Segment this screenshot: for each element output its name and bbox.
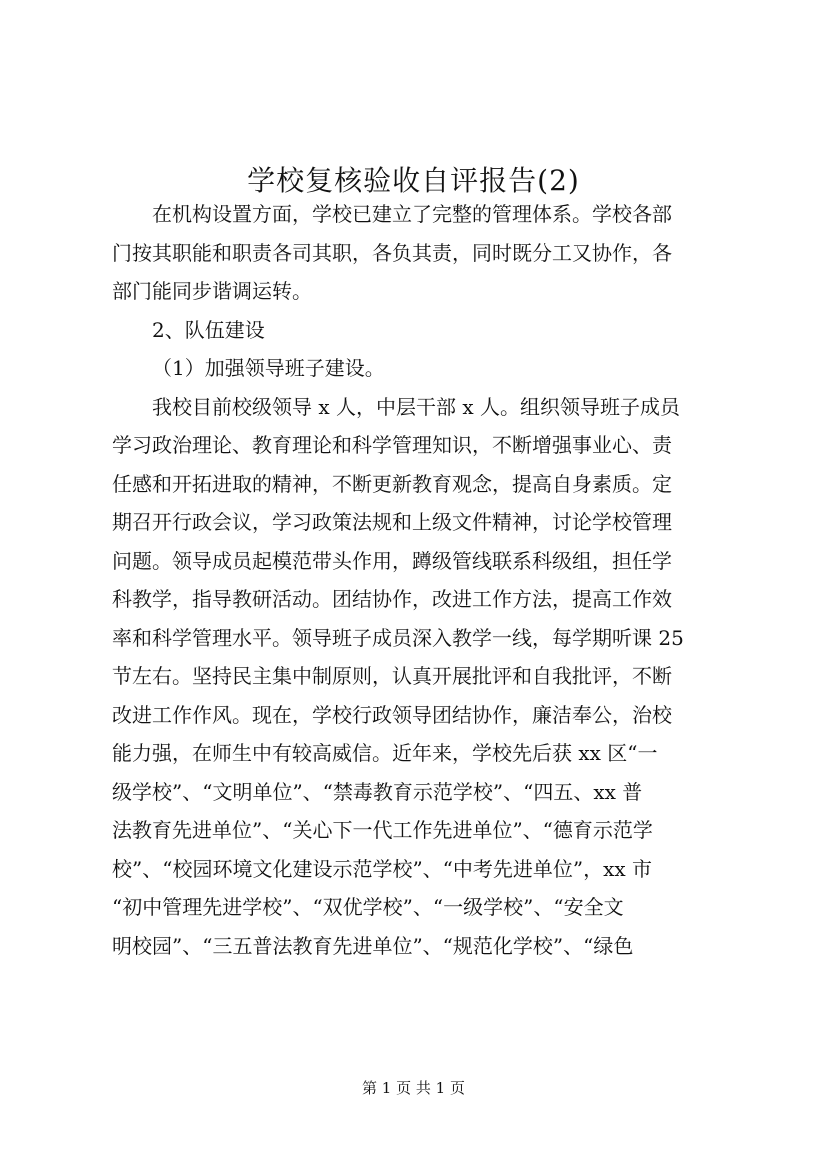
- paragraph-line: 门按其职能和职责各司其职，各负其责，同时既分工又协作，各: [112, 240, 672, 265]
- section-heading: 2、队伍建设: [152, 317, 265, 342]
- paragraph-line: 任感和开拓进取的精神，不断更新教育观念，提高自身素质。定: [112, 471, 672, 496]
- paragraph-line: 期召开行政会议，学习政策法规和上级文件精神，讨论学校管理: [112, 510, 672, 534]
- paragraph-line: 我校目前校级领导 x 人，中层干部 x 人。组织领导班子成员: [152, 394, 680, 419]
- paragraph-line: “初中管理先进学校”、“双优学校”、“一级学校”、“安全文: [112, 895, 624, 919]
- paragraph-line: 学习政治理论、教育理论和科学管理知识，不断增强事业心、责: [112, 433, 672, 457]
- paragraph-line: 在机构设置方面，学校已建立了完整的管理体系。学校各部: [152, 202, 672, 226]
- document-body: [112, 195, 722, 965]
- page-number-footer: 第 1 页 共 1 页: [362, 1079, 465, 1097]
- paragraph-line: 科教学，指导教研活动。团结协作，改进工作方法，提高工作效: [112, 587, 672, 611]
- paragraph-line: 率和科学管理水平。领导班子成员深入教学一线，每学期听课 25: [112, 625, 684, 650]
- paragraph-line: 能力强，在师生中有较高威信。近年来，学校先后获 xx 区“一: [112, 741, 658, 765]
- document-title: 学校复核验收自评报告(2): [247, 163, 580, 197]
- paragraph-line: 部门能同步谐调运转。: [112, 279, 312, 303]
- paragraph-line: 法教育先进单位”、“关心下一代工作先进单位”、“德育示范学: [112, 818, 653, 842]
- subsection-heading: （1）加强领导班子建设。: [152, 356, 385, 380]
- paragraph-line: 校”、“校园环境文化建设示范学校”、“中考先进单位”，xx 市: [112, 856, 653, 881]
- paragraph-line: 明校园”、“三五普法教育先进单位”、“规范化学校”、“绿色: [112, 933, 634, 958]
- paragraph-line: 节左右。坚持民主集中制原则，认真开展批评和自我批评，不断: [112, 664, 672, 688]
- paragraph-line: 改进工作作风。现在，学校行政领导团结协作，廉洁奉公，治校: [112, 702, 672, 727]
- paragraph-line: 级学校”、“文明单位”、“禁毒教育示范学校”、“四五、xx 普: [112, 779, 643, 804]
- paragraph-line: 问题。领导成员起模范带头作用，蹲级管线联系科级组，担任学: [112, 548, 672, 573]
